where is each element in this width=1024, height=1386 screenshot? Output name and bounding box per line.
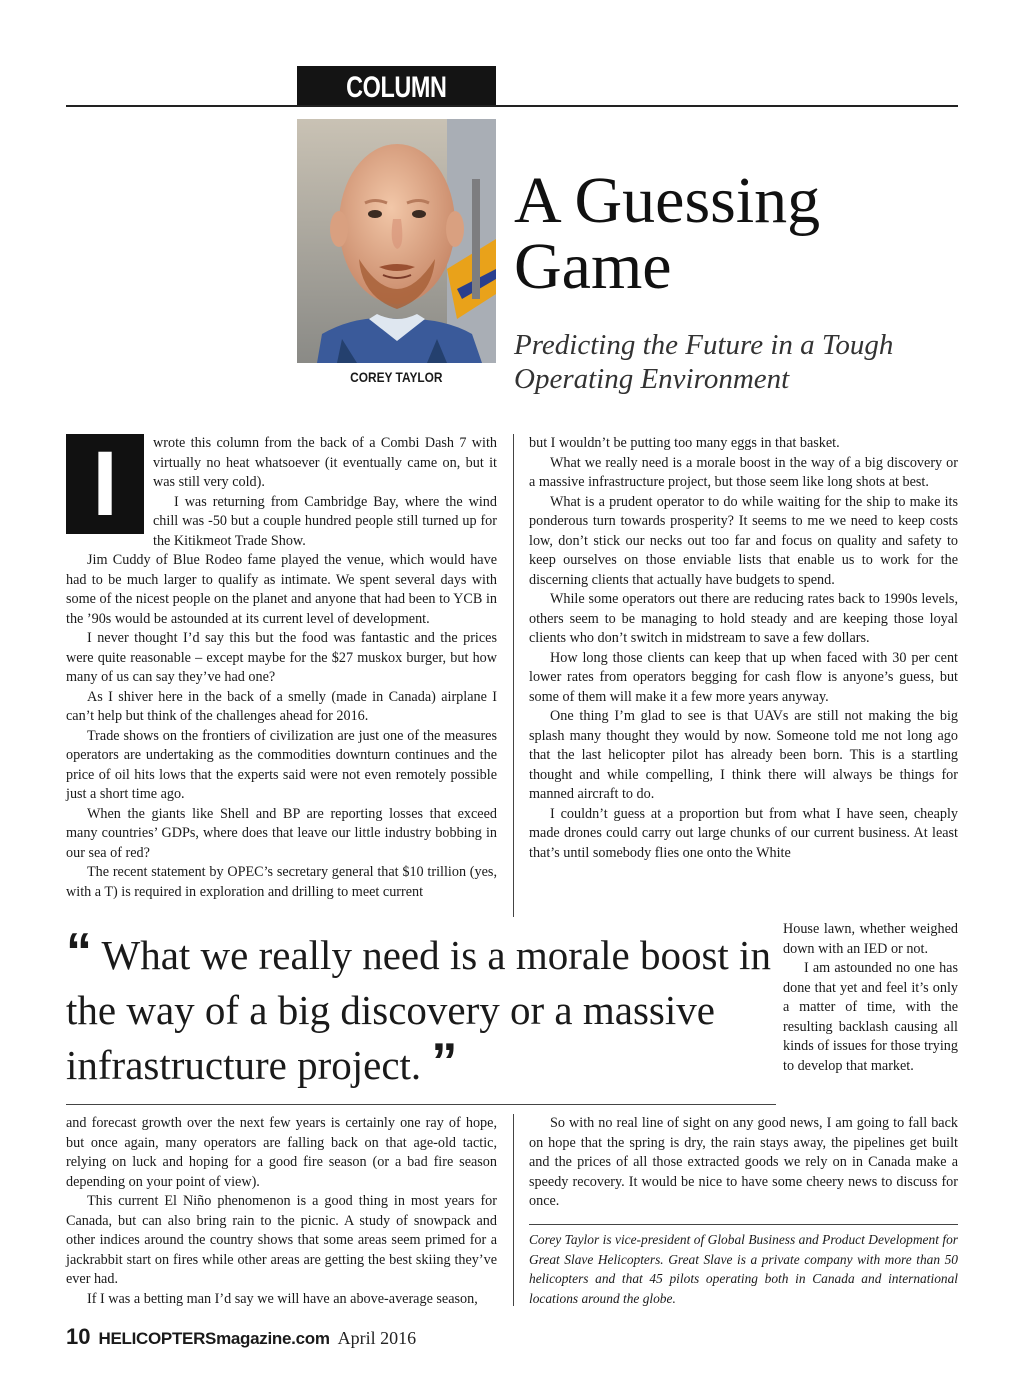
magazine-site: HELICOPTERSmagazine.com: [98, 1329, 330, 1348]
column-divider: [513, 434, 514, 917]
close-quote-mark: ”: [431, 1033, 458, 1091]
author-bio: Corey Taylor is vice-president of Global Business and Product Development for Great Slave Helicopters. Great Slave is a private company with more than 50 helicopters and that 45 pilots operating both in Canada and international locations around the globe.: [529, 1232, 958, 1306]
paragraph: I was returning from Cambridge Bay, where the wind chill was -50 but a couple hundred people still turned up for the Kitikmeot Trade Show.: [153, 493, 497, 549]
paragraph: and forecast growth over the next few years is certainly one ray of hope, but once again, many operators are falling back on that age-old tactic, relying on luck and hoping for a good fire season (or a bad fire season depending on your point of view).: [66, 1115, 497, 1190]
header-rule: [66, 105, 958, 107]
drop-cap-letter: I: [92, 433, 118, 535]
pull-quote-text: What we really need is a morale boost in the way of a big discovery or a massive infrastructure project.: [66, 932, 771, 1088]
column-divider-bottom: [513, 1114, 514, 1306]
author-photo: [297, 119, 496, 363]
paragraph: Trade shows on the frontiers of civilization are just one of the measures operators are undertaking as the commodities downturn continues and the price of oil hits lows that the experts said were not even remotely possible just a short time ago.: [66, 727, 497, 802]
body-column-right-narrow: [783, 920, 958, 1076]
author-name-label: COREY TAYLOR: [350, 369, 443, 385]
paragraph: Jim Cuddy of Blue Rodeo fame played the venue, which would have had to be much larger to qualify as intimate. We spent several days with some of the nicest people on the planet and anyone that had been to YCB in the ’90s would be astounded at its current level of development.: [66, 552, 497, 627]
paragraph: While some operators out there are reducing rates back to 1990s levels, others seem to be managing to hold steady and are keeping those loyal clients who don’t switch in midstream to save a few dollars.: [529, 591, 958, 646]
article-title: A Guessing Game: [514, 164, 821, 303]
paragraph: One thing I’m glad to see is that UAVs are still not making the big splash many thought they would by now. Someone told me not long ago that the last helicopter pilot has already been born. This is a startling thought and while compelling, I think there will always be things for manned aircraft to do.: [529, 708, 958, 802]
author-name: [297, 369, 496, 385]
section-tag-label: COLUMN: [346, 71, 447, 104]
paragraph: I never thought I’d say this but the food was fantastic and the prices were quite reasonable – except maybe for the $27 muskox burger, but how many of us can say they’ve had one?: [66, 630, 497, 685]
open-quote-mark: “: [66, 923, 92, 981]
paragraph: As I shiver here in the back of a smelly (made in Canada) airplane I can’t help but think of the challenges ahead for 2016.: [66, 688, 497, 724]
author-portrait: [297, 119, 496, 363]
pull-quote: [66, 923, 776, 1093]
paragraph: What we really need is a morale boost in the way of a big discovery or a massive infrastructure project, but those seem like long shots at best.: [529, 454, 958, 490]
page-footer: [66, 1324, 416, 1354]
paragraph: but I wouldn’t be putting too many eggs in that basket.: [529, 435, 840, 451]
bio-rule: [529, 1224, 958, 1225]
paragraph: I couldn’t guess at a proportion but from what I have seen, cheaply made drones could carry out large chunks of our current business. At least that’s until somebody flies one onto the White: [529, 805, 958, 861]
body-column-left-bottom: [66, 1114, 497, 1309]
paragraph: wrote this column from the back of a Combi Dash 7 with virtually no heat whatsoever (it eventually came on, but it was still very cold).: [153, 435, 497, 490]
page-number: 10: [66, 1324, 91, 1349]
paragraph: When the giants like Shell and BP are reporting losses that exceed many countries’ GDPs, where does that leave our little industry bobbing in our sea of red?: [66, 805, 497, 861]
pull-quote-rule: [66, 1104, 776, 1105]
paragraph: This current El Niño phenomenon is a good thing in most years for Canada, but can also bring rain to the picnic. A study of snowpack and other indices around the country shows that some areas seem primed for a jackrabbit start on fires while other areas are getting the best skiing they’ve ever had.: [66, 1193, 497, 1287]
body-column-right-bottom: [529, 1114, 958, 1212]
paragraph: So with no real line of sight on any good news, I am going to fall back on hope that the spring is dry, the rain stays away, the pipelines get built and the prices of all those extracted goods we rely on in Canada make a speedy recovery. It would be nice to have some cheery news to discuss for once.: [529, 1115, 958, 1209]
body-column-right-top: [529, 434, 958, 863]
section-tag: [297, 66, 496, 107]
article-subtitle: Predicting the Future in a Tough Operating Environment: [514, 329, 894, 395]
body-column-left-top: [66, 434, 497, 902]
paragraph: How long those clients can keep that up when faced with 30 per cent lower rates from operators begging for cash flow is anyone’s guess, but some of them will make it a few more years anyway.: [529, 649, 958, 705]
paragraph: I am astounded no one has done that yet and feel it’s only a matter of time, with the resulting backlash causing all kinds of issues for those trying to develop that market.: [783, 960, 958, 1074]
paragraph: The recent statement by OPEC’s secretary general that $10 trillion (yes, with a T) is required in exploration and drilling to meet current: [66, 864, 497, 900]
issue-date: April 2016: [337, 1328, 417, 1348]
paragraph: What is a prudent operator to do while waiting for the ship to make its ponderous turn towards prosperity? It seems to me we need to keep costs low, don’t stick our necks out too far and focus on quality and safety to keep ourselves on those enviable lists that enable us to work for the discerning clients that actually have budgets to spend.: [529, 493, 958, 588]
drop-cap-spacer: [66, 434, 153, 535]
paragraph: House lawn, whether weighed down with an IED or not.: [783, 921, 958, 957]
paragraph: If I was a betting man I’d say we will have an above-average season,: [87, 1290, 478, 1307]
